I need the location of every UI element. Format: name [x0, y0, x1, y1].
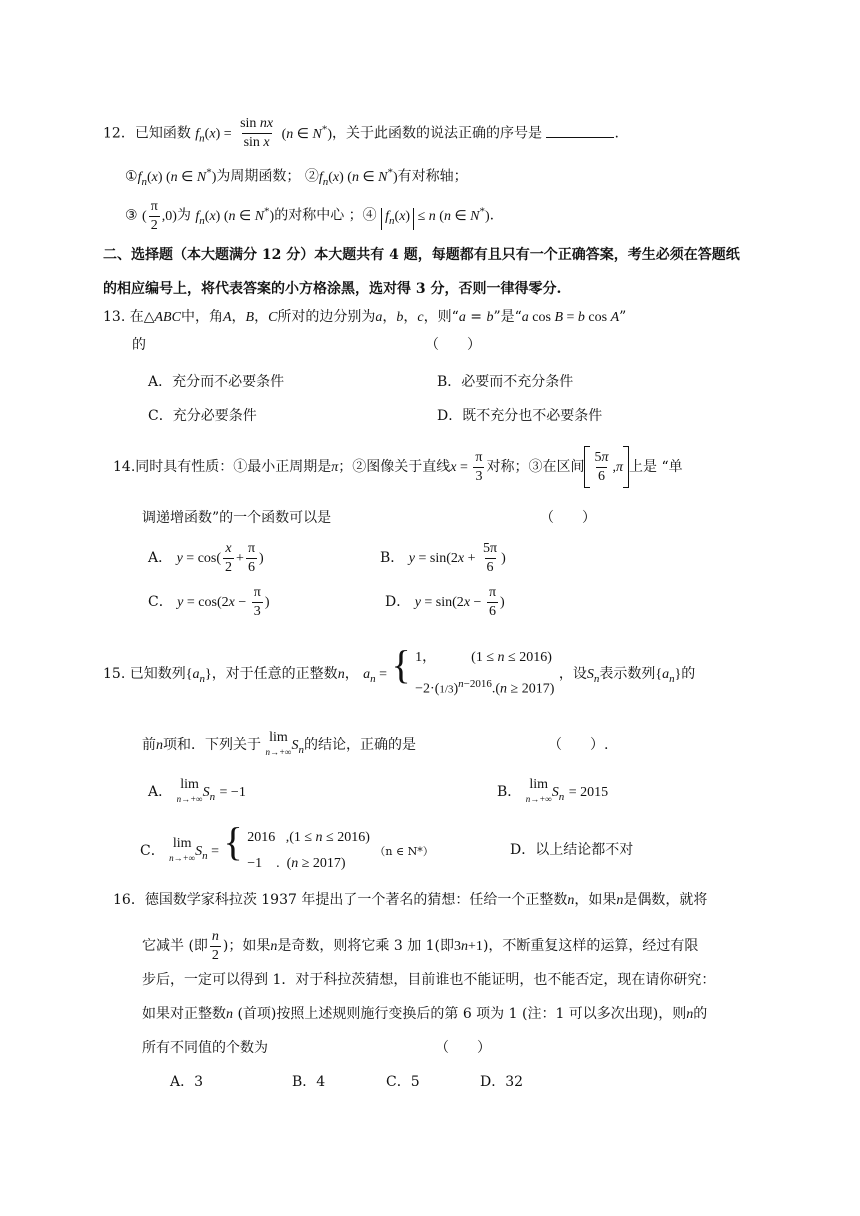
- opt2-text: 有对称轴；: [397, 168, 468, 185]
- circled-2: ②: [304, 168, 319, 185]
- option-c[interactable]: C． y = cos(2x − $\frac{\pi}{3}$ ): [148, 585, 270, 620]
- q14-text: 同时具有性质：①最小正周期是: [135, 459, 332, 475]
- option-label: B．: [380, 550, 405, 566]
- q13-stem-line2: [132, 335, 146, 355]
- q15-text: 表示数列: [599, 666, 656, 682]
- q15-text: ，对于任意的正整数: [211, 666, 338, 682]
- q15-text: 项和．下列关于: [163, 737, 261, 753]
- opt3-text: 为: [176, 207, 191, 224]
- answer-blank[interactable]: [546, 123, 614, 138]
- option-d[interactable]: D．32: [480, 1074, 524, 1090]
- q16-text: 它减半 (即: [142, 938, 208, 954]
- q15-stem-line2: 前n项和．下列关于 lim n→+∞ $S_n$的结论，正确的是: [142, 730, 416, 757]
- q13-stem: 13. 在△ABC中，角A，B，C所对的边分别为a，b，c，则“a = b”是“a cos B = b cos A”: [103, 309, 627, 325]
- option-b[interactable]: B．4: [292, 1074, 326, 1090]
- q16-line5: 所有不同值的个数为: [142, 1040, 268, 1056]
- option-d[interactable]: D．既不充分也不必要条件: [437, 408, 603, 424]
- q15-text: ，设: [558, 666, 587, 682]
- option-d[interactable]: D．以上结论都不对: [510, 842, 634, 858]
- option-c-condition: （n ∈ N*）: [374, 845, 434, 858]
- q12-options-line2: ③ ( $\frac{\pi}{2}$ ,0)为 $f_n(x)$ (n ∈ N*)的对称中心 ；④ $f_n(x) \le n$ (n ∈ N*).: [125, 199, 495, 233]
- period: .: [614, 125, 619, 142]
- q12-stem: 12．已知函数 $f_n(x)$ = $\frac{\text{sin nx}}{\text{sin x}}$ (n ∈ N*)，关于此函数的说法正确的序号是 .: [103, 116, 619, 150]
- answer-paren: （ ）: [435, 1040, 491, 1056]
- q16-text: ，如果: [574, 892, 617, 908]
- q15-text: 前: [142, 737, 156, 753]
- q13-text: ，则“: [423, 309, 459, 325]
- q13-text: ”是“: [493, 309, 522, 325]
- option-label: B．: [497, 784, 522, 800]
- q16-text: (首项)按照上述规则施行变换后的第 6 项为 1 (注：1 可以多次出现)，则: [233, 1006, 687, 1022]
- opt3-text2: 的对称中心 ；④: [274, 207, 377, 224]
- option-d[interactable]: D． y = sin(2x − $\frac{\pi}{6}$ ): [385, 585, 505, 620]
- q16-line4: 如果对正整数n (首项)按照上述规则施行变换后的第 6 项为 1 (注：1 可以多次出现)，则n的: [142, 1006, 708, 1022]
- q15-text: 的: [681, 666, 696, 682]
- option-label: A．: [148, 550, 173, 566]
- q16-text: )，不断重复这样的运算，经过有限: [482, 938, 699, 954]
- question-number: 16．: [113, 892, 145, 908]
- q16-text: 德国数学家科拉茨 1937 年提出了一个著名的猜想：任给一个正整数: [144, 892, 568, 908]
- answer-paren: （ ）: [540, 510, 596, 526]
- q16-text: 是奇数，则将它乘 3 加 1(即: [277, 938, 455, 954]
- q14-stem: 14.同时具有性质：①最小正周期是π；②图像关于直线x = $\frac{\pi}{3}$ 对称；③在区间 $\frac{5\pi}{6}$ ,π 上是 “单: [113, 445, 683, 490]
- option-label: D．: [385, 594, 411, 610]
- q16-text: 如果对正整数: [142, 1006, 226, 1022]
- q13-text: ”: [619, 309, 627, 325]
- answer-paren: （ ）: [425, 337, 481, 353]
- q15-text: 已知数列: [129, 666, 186, 682]
- q16-line2: 它减半 (即 $\frac{n}{2}$ )；如果n是奇数，则将它乘 3 加 1(即3n+1)，不断重复这样的运算，经过有限: [142, 928, 699, 963]
- question-number: 15.: [103, 666, 126, 682]
- option-label: C．: [148, 594, 173, 610]
- option-b[interactable]: B． y = sin(2x + $\frac{5\pi}{6}$ ): [380, 541, 506, 576]
- q15-text: 的结论，正确的是: [303, 737, 416, 753]
- section-heading-line2: 的相应编号上，将代表答案的小方格涂黑，选对得 3 分，否则一律得零分.: [103, 281, 562, 297]
- option-label: C．: [140, 843, 165, 859]
- q15-stem: 15. 已知数列$\{a_n\}$，对于任意的正整数n， $a_n$ = { 1， (1 ≤ n ≤ 2016) $-2\cdot(1/3)^{n-2016}.(n \ge 2017)$ ，设$S_n$表示数列$\{a_n\}$的: [103, 644, 695, 709]
- opt1-text: 为周期函数；: [216, 168, 301, 185]
- option-b[interactable]: B． lim n→+∞ $S_n = 2015$: [497, 777, 609, 804]
- option-label: A．: [148, 784, 173, 800]
- q13-text: 中，角: [180, 309, 223, 325]
- option-a[interactable]: A． lim n→+∞ $S_n = -1$: [148, 777, 246, 804]
- q12-suffix: ，关于此函数的说法正确的序号是: [331, 125, 542, 142]
- option-a[interactable]: A． y = cos( $\frac{x}{2}$ + $\frac{\pi}{6}$ ): [148, 541, 264, 576]
- piecewise-definition: 1， (1 ≤ n ≤ 2016) $-2\cdot(1/3)^{n-2016}.(n \ge 2017)$: [415, 650, 555, 697]
- q16-line1: 16．德国数学家科拉茨 1937 年提出了一个著名的猜想：任给一个正整数n，如果n是偶数，就将: [113, 892, 708, 908]
- q13-text: 所对的边分别为: [277, 309, 376, 325]
- q13-text: 在△: [129, 309, 155, 325]
- option-b-value: = 2015: [568, 785, 609, 800]
- option-b[interactable]: B．必要而不充分条件: [437, 374, 574, 390]
- q16-text: )；如果: [222, 938, 271, 954]
- piecewise-limit: 2016 ,(1 ≤ n ≤ 2016) −1 . (n ≥ 2017): [247, 830, 370, 871]
- q16-line3: 步后，一定可以得到 1．对于科拉茨猜想，目前谁也不能证明，也不能否定，现在请你研究：: [142, 972, 716, 988]
- q13-text: 的: [132, 337, 146, 353]
- option-a[interactable]: A．充分而不必要条件: [148, 374, 285, 390]
- option-a-value: = −1: [219, 785, 246, 800]
- q14-text: ；②图像关于直线: [338, 459, 451, 475]
- section-heading-line1: 二、选择题（本大题满分 12 分）本大题共有 4 题，每题都有且只有一个正确答案，考生必须在答题纸: [103, 247, 740, 263]
- option-c[interactable]: C． lim n→+∞ $S_n$ = { 2016 ,(1 ≤ n ≤ 2016) −1 . (n ≥ 2017) （n ∈ N*）: [140, 822, 434, 884]
- option-c[interactable]: C．5: [386, 1074, 420, 1090]
- question-number: 14.: [113, 459, 136, 475]
- q16-text: 的: [693, 1006, 708, 1022]
- question-number: 13.: [103, 309, 126, 325]
- question-number: 12．: [103, 125, 135, 142]
- q16-text: 是偶数，就将: [623, 892, 708, 908]
- answer-paren: （ ）.: [548, 737, 609, 753]
- q14-text: 对称；③在区间: [486, 459, 585, 475]
- option-c[interactable]: C．充分必要条件: [148, 408, 257, 424]
- q14-text: 上是 “单: [629, 459, 683, 475]
- fraction: $\frac{\text{sin nx}}{\text{sin x}}$: [240, 116, 274, 150]
- circled-1: ①: [125, 168, 138, 185]
- q12-options-line1: $①f_n(x)$ (n ∈ N*)为周期函数； $②f_n(x)$ (n ∈ N*)有对称轴；: [125, 166, 468, 188]
- option-a[interactable]: A．3: [170, 1074, 204, 1090]
- q12-prefix: 已知函数: [134, 125, 191, 142]
- q14-stem-line2: 调递增函数”的一个函数可以是: [142, 510, 332, 526]
- period: .: [489, 207, 495, 224]
